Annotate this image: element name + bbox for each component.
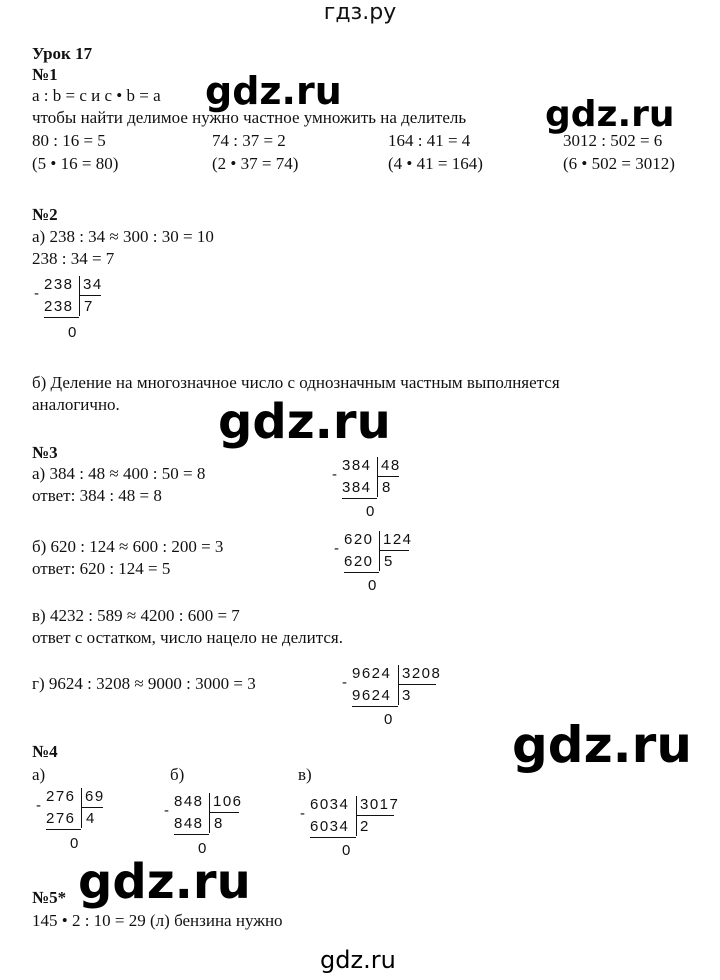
task1-example-4: 3012 : 502 = 6 [563,131,663,150]
task3-b-answer: ответ: 620 : 124 = 5 [32,559,171,578]
task1-example-1: 80 : 16 = 5 [32,131,106,150]
task3-v-answer: ответ с остатком, число нацело не делится. [32,628,343,647]
division-9624-3208: - 9624 3208 9624 3 0 [342,665,442,728]
task4-v-label: в) [298,765,312,784]
task3-g-estimate: г) 9624 : 3208 ≈ 9000 : 3000 = 3 [32,674,256,693]
task3-a-estimate: а) 384 : 48 ≈ 400 : 50 = 8 [32,464,206,483]
division-6034-3017: - 6034 3017 6034 2 0 [300,796,400,859]
task1-check-4: (6 • 502 = 3012) [563,154,675,173]
site-header: гдз.ру [323,0,397,25]
task1-check-3: (4 • 41 = 164) [388,154,483,173]
division-848-106: - 848 106 848 8 0 [164,793,243,857]
watermark: gdz.ru [545,94,675,135]
watermark: gdz.ru [78,854,251,910]
division-276-69: - 276 69 276 4 0 [36,788,105,852]
watermark: gdz.ru [218,394,391,450]
task1-check-2: (2 • 37 = 74) [212,154,299,173]
task1-example-3: 164 : 41 = 4 [388,131,471,150]
watermark: gdz.ru [512,716,692,774]
task5-label: №5* [32,888,67,907]
task3-v-estimate: в) 4232 : 589 ≈ 4200 : 600 = 7 [32,606,240,625]
division-620-124: - 620 124 620 5 0 [334,531,413,594]
division-384-48: - 384 48 384 8 0 [332,457,401,520]
task1-rule: чтобы найти делимое нужно частное умножить на делитель [32,108,467,127]
task1-label: №1 [32,65,58,84]
task3-a-answer: ответ: 384 : 48 = 8 [32,486,162,505]
task2-label: №2 [32,205,58,224]
division-238-34: - 238 34 238 7 0 [34,276,103,341]
task2-a-result: 238 : 34 = 7 [32,249,115,268]
task3-label: №3 [32,443,58,462]
task4-label: №4 [32,742,58,761]
task3-b-estimate: б) 620 : 124 ≈ 600 : 200 = 3 [32,537,224,556]
task1-example-2: 74 : 37 = 2 [212,131,286,150]
task1-check-1: (5 • 16 = 80) [32,154,119,173]
lesson-title: Урок 17 [32,44,93,63]
watermark: gdz.ru [320,946,396,974]
task2-b-text: б) Деление на многозначное число с однозначным частным выполняется [32,373,560,392]
task4-a-label: а) [32,765,46,784]
watermark: gdz.ru [205,69,342,113]
task4-b-label: б) [170,765,185,784]
task2-b-text-cont: аналогично. [32,395,120,414]
task5-text: 145 • 2 : 10 = 29 (л) бензина нужно [32,911,283,930]
task1-formula: a : b = c и c • b = a [32,86,161,105]
task2-a-estimate: а) 238 : 34 ≈ 300 : 30 = 10 [32,227,214,246]
